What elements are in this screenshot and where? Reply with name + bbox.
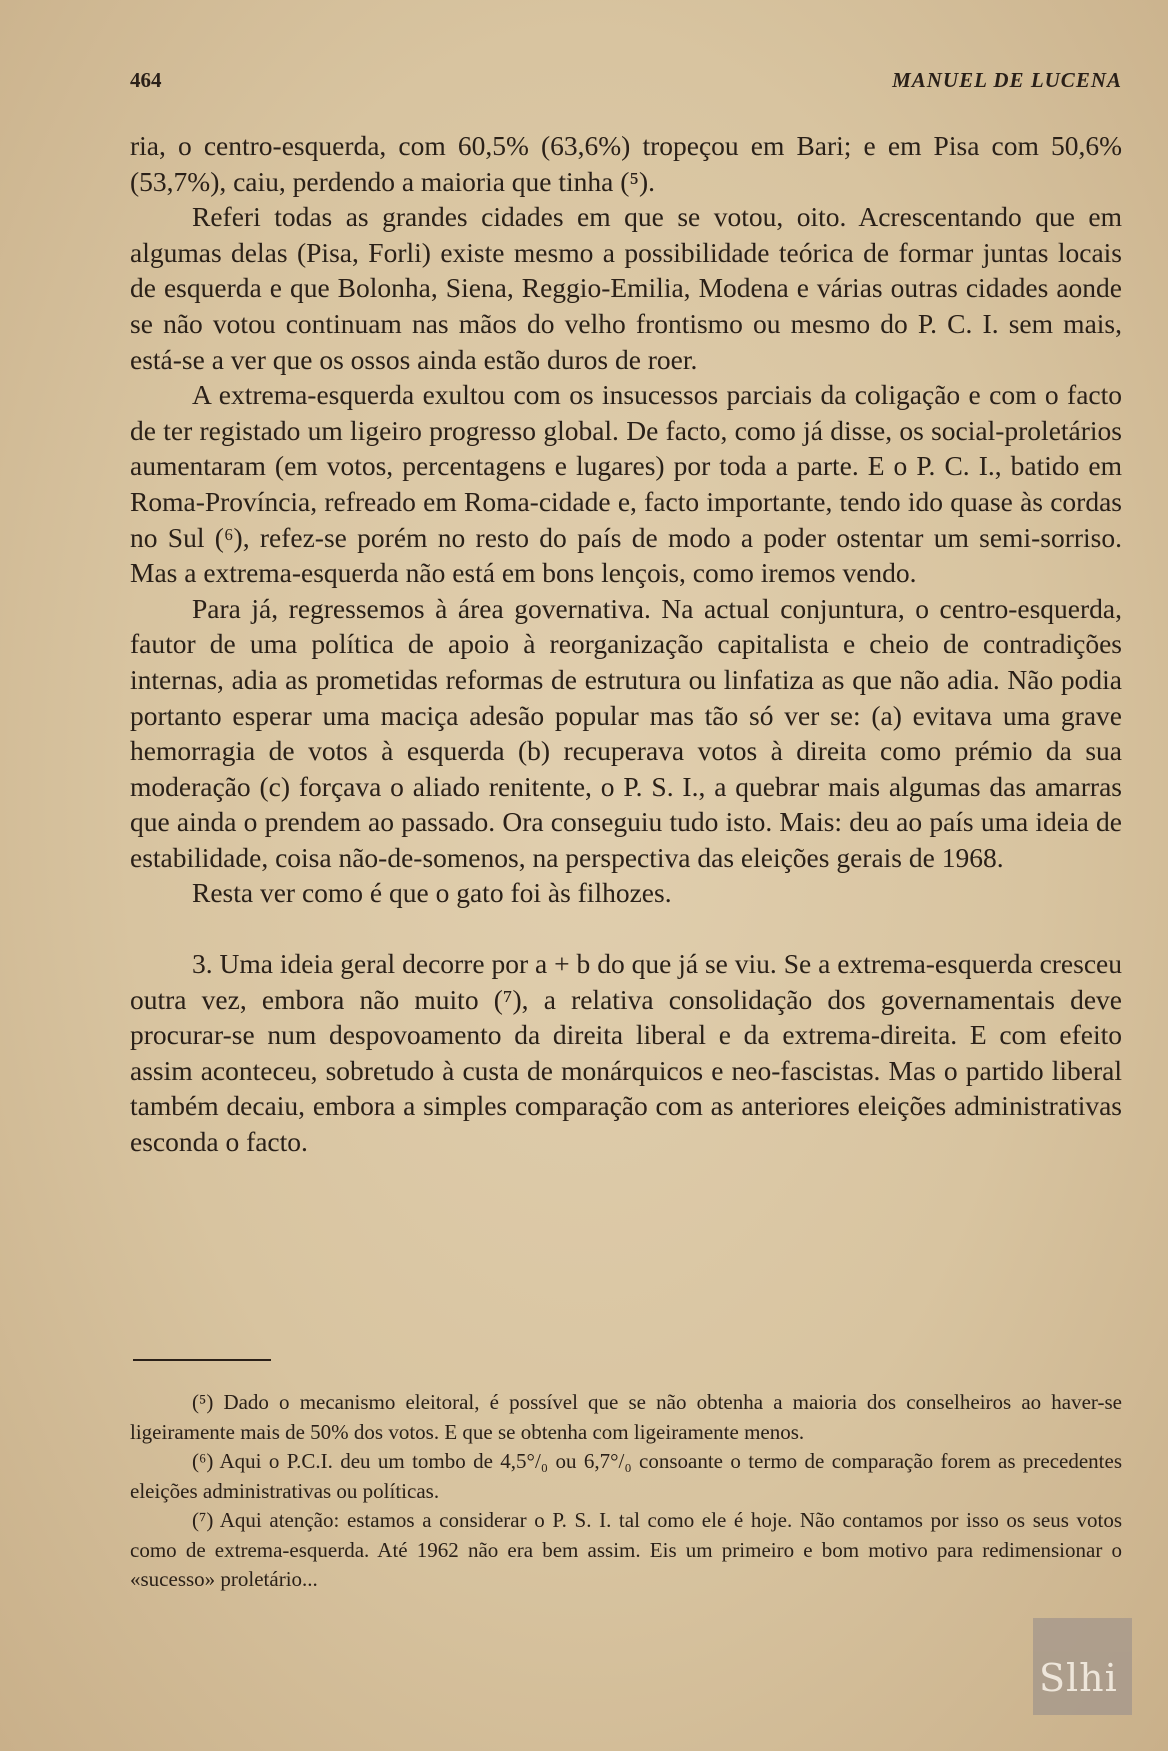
paragraph: ria, o centro-esquerda, com 60,5% (63,6%) tropeçou em Bari; e em Pisa com 50,6% (53,7%), caiu, perdendo a maioria que tinha (⁵).	[130, 130, 1122, 197]
footnote-divider	[133, 1359, 271, 1361]
footnote-7: (⁷) Aqui atenção: estamos a considerar o P. S. I. tal como ele é hoje. Não contamos por isso os seus votos como de extrema-esquerda. Até 1962 não era bem assim. Eis um primeiro e bom motivo para redimensionar o «sucesso» proletário...	[130, 1508, 1122, 1591]
footnote-5: (⁵) Dado o mecanismo eleitoral, é possível que se não obtenha a maioria dos conselheiros ao haver-se ligeiramente mais de 50% dos votos. E que se obtenha com ligeiramente menos.	[130, 1390, 1122, 1444]
page-number: 464	[130, 68, 162, 92]
library-logo	[1033, 1618, 1132, 1715]
paragraph: Resta ver como é que o gato foi às filhozes.	[192, 877, 672, 909]
paragraph: Para já, regressemos à área governativa. Na actual conjuntura, o centro-esquerda, fautor de uma política de apoio à reorganização capitalista e cheio de contradições internas, adia as prometidas reformas de estrutura ou linfatiza as que não adia. Não podia portanto esperar uma maciça adesão popular mas tão só ver se: (a) evitava uma grave hemorragia de votos à esquerda (b) recuperava votos à direita como prémio da sua moderação (c) forçava o aliado renitente, o P. S. I., a quebrar mais algumas das amarras que ainda o prendem ao passado. Ora conseguiu tudo isto. Mais: deu ao país uma ideia de estabilidade, coisa não-de-somenos, na perspectiva das eleições gerais de 1968.	[130, 592, 1122, 873]
running-title: MANUEL DE LUCENA	[892, 68, 1122, 92]
paragraph: A extrema-esquerda exultou com os insucessos parciais da coligação e com o facto de ter registado um ligeiro progresso global. De facto, como já disse, os social-proletários aumentaram (em votos, percentagens e lugares) por toda a parte. E o P. C. I., batido em Roma-Província, refreado em Roma-cidade e, facto importante, tendo ido quase às cordas no Sul (⁶), refez-se porém no resto do país de modo a poder ostentar um semi-sorriso. Mas a extrema-esquerda não está em bons lençois, como iremos vendo.	[130, 379, 1122, 589]
footnotes	[130, 1388, 1122, 1595]
logo-text: Slhi	[1039, 1656, 1118, 1700]
running-header	[130, 68, 1122, 98]
footnote-6: (⁶) Aqui o P.C.I. deu um tombo de 4,5°/₀ ou 6,7°/₀ consoante o termo de comparação forem as precedentes eleições administrativas ou políticas.	[130, 1449, 1122, 1503]
paragraph: Referi todas as grandes cidades em que se votou, oito. Acrescentando que em algumas delas (Pisa, Forli) existe mesmo a possibilidade teórica de formar juntas locais de esquerda e que Bolonha, Siena, Reggio-Emilia, Modena e várias outras cidades aonde se não votou continuam nas mãos do velho frontismo ou mesmo do P. C. I. sem mais, está-se a ver que os ossos ainda estão duros de roer.	[130, 201, 1122, 375]
section-3-paragraph: 3. Uma ideia geral decorre por a + b do que já se viu. Se a extrema-esquerda cresceu outra vez, embora não muito (⁷), a relativa consolidação dos governamentais deve procurar-se num despovoamento da direita liberal e da extrema-direita. E com efeito assim aconteceu, sobretudo à custa de monárquicos e neo-fascistas. Mas o partido liberal também decaiu, embora a simples comparação com as anteriores eleições administrativas esconda o facto.	[130, 948, 1122, 1158]
body-text	[130, 128, 1122, 1160]
